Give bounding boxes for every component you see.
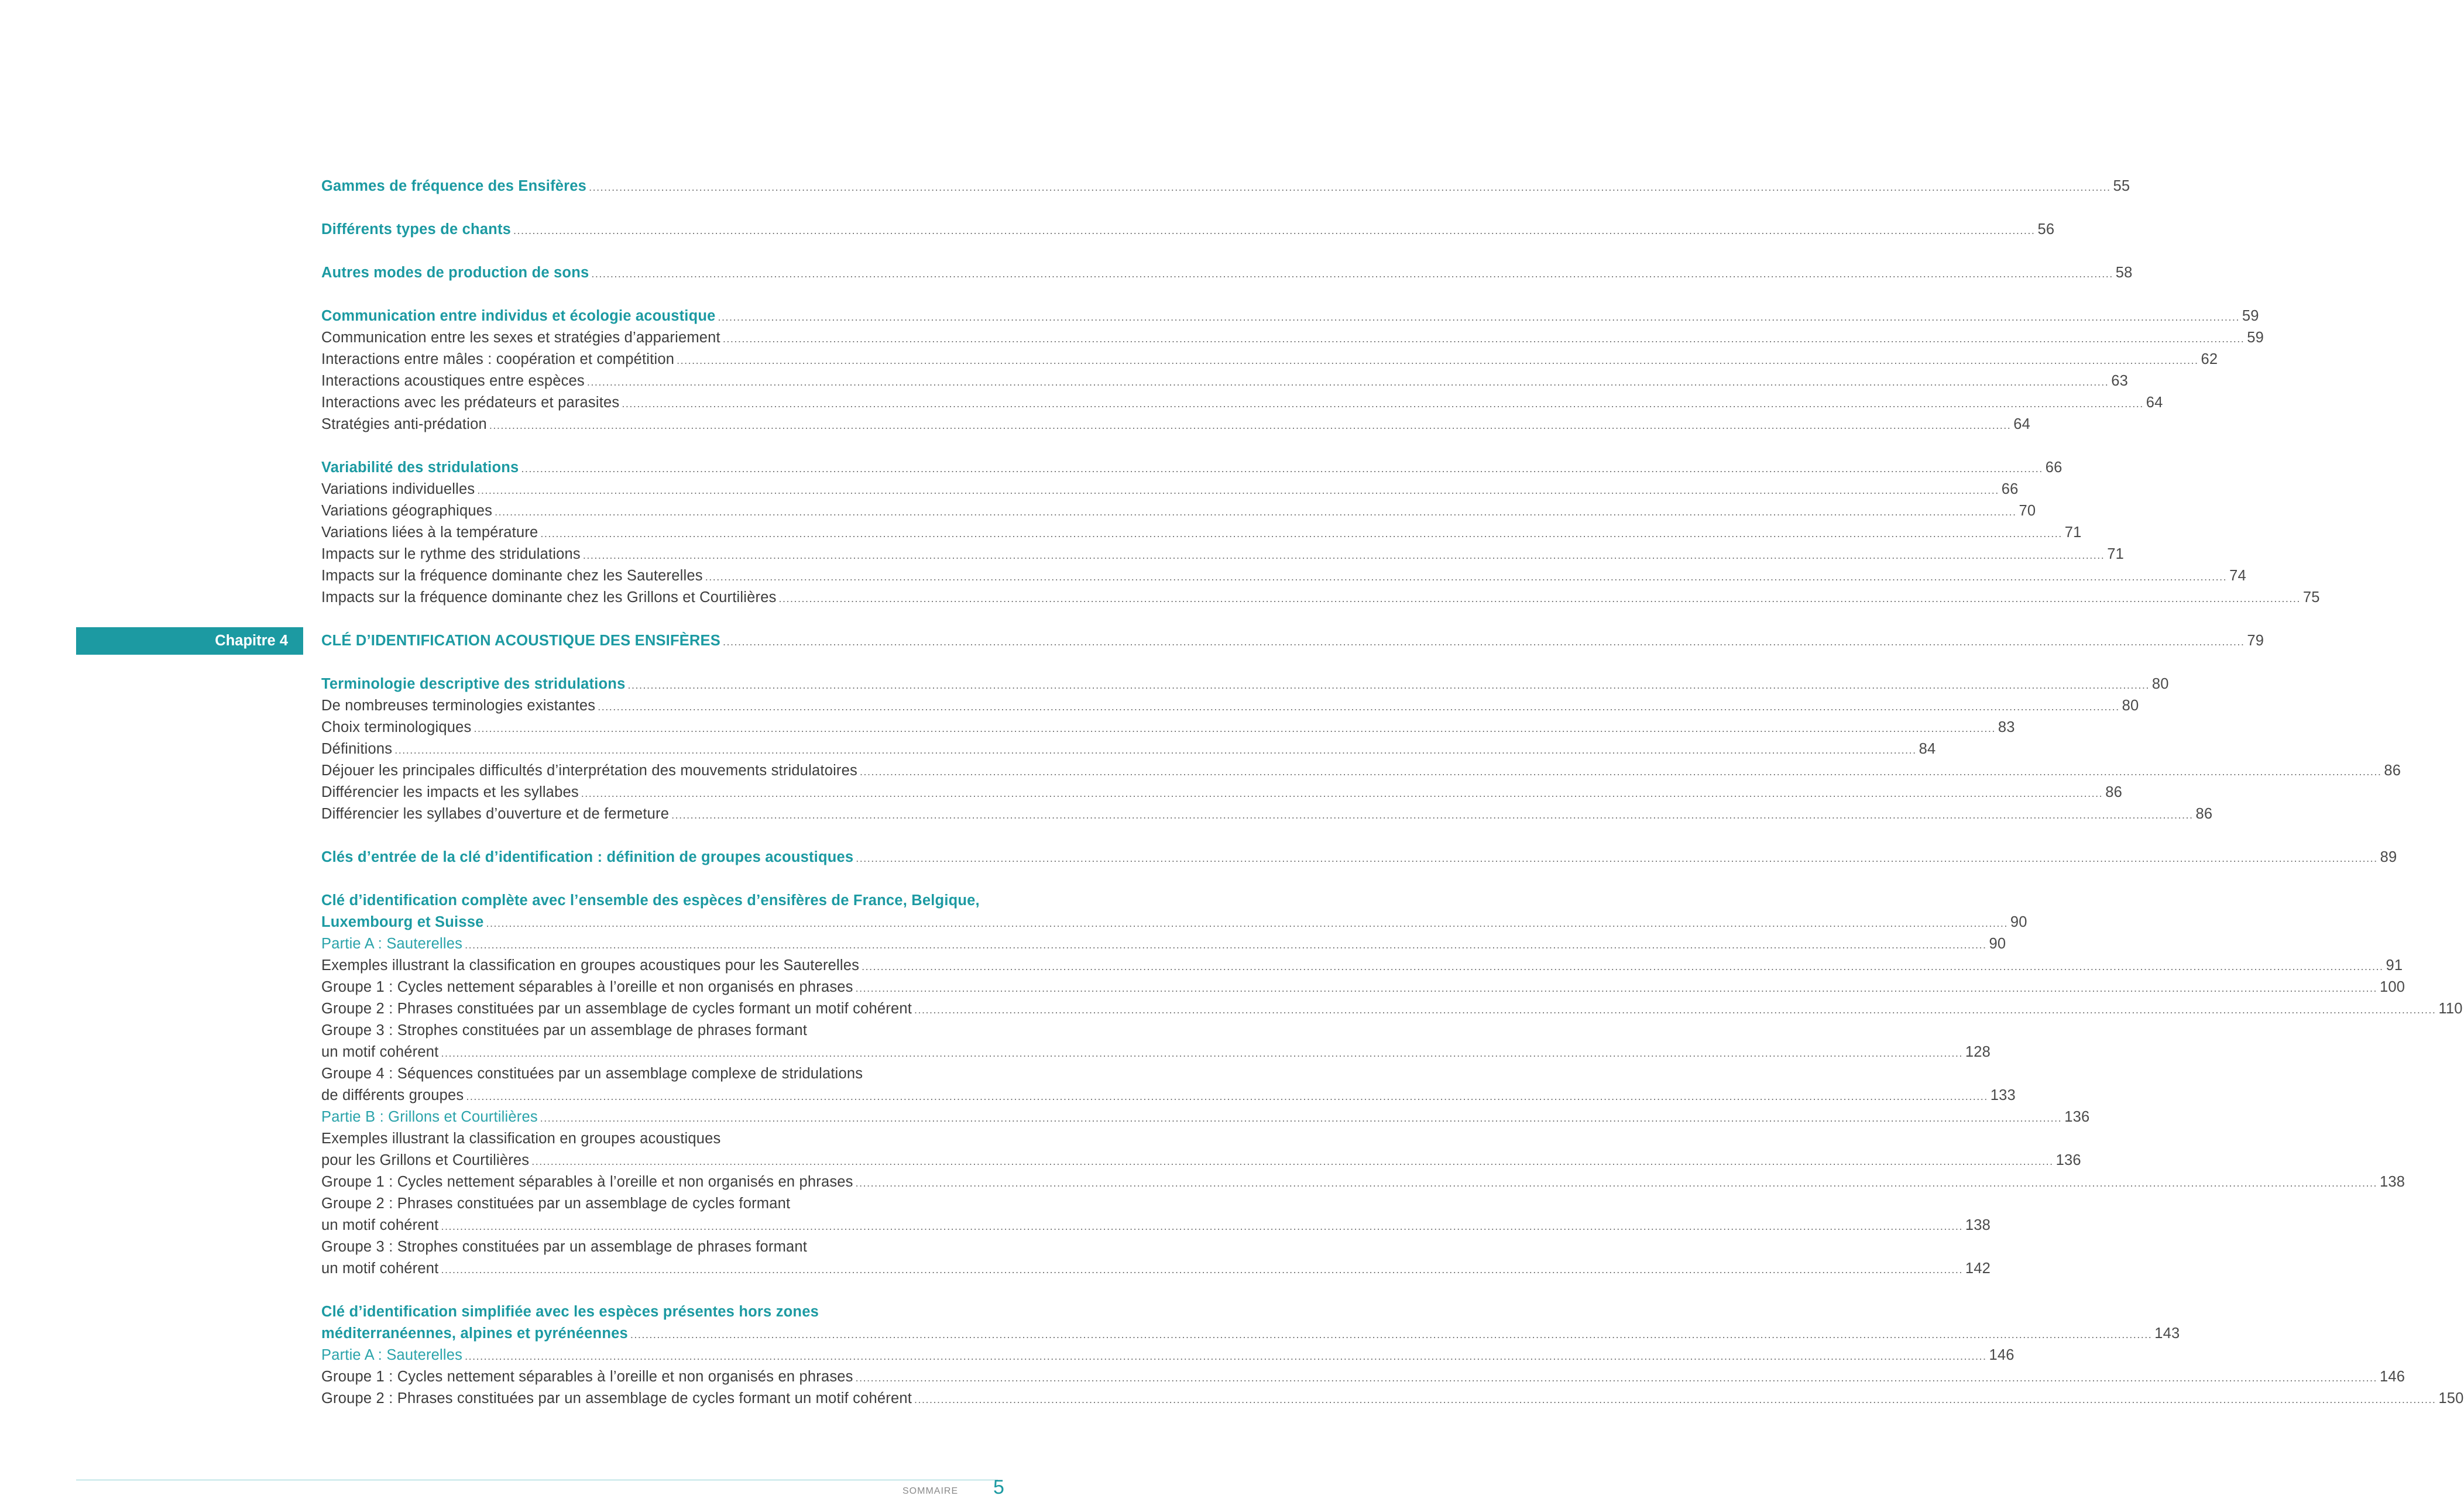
toc-entry[interactable] (321, 522, 2082, 544)
toc-page-number: 66 (2045, 459, 2063, 476)
toc-entry[interactable] (321, 1063, 994, 1085)
dot-leader: ................................................................................................................................................................................................................................................................................................................................................................................................................ (705, 571, 2228, 583)
toc-page-number: 138 (1965, 1217, 1991, 1233)
toc-entry[interactable] (321, 1128, 994, 1150)
toc-entry[interactable] (321, 1366, 2405, 1388)
toc-spacer (321, 608, 994, 630)
toc-entry[interactable] (321, 544, 2125, 565)
toc-entry[interactable] (321, 1236, 994, 1258)
toc-entry-title: Impacts sur la fréquence dominante chez les Grillons et Courtilières (321, 587, 779, 608)
toc-entry[interactable] (321, 890, 994, 912)
toc-entry-title: Stratégies anti-prédation (321, 414, 489, 435)
dot-leader: ................................................................................................................................................................................................................................................................................................................................................................................................................ (513, 225, 2036, 236)
toc-spacer (321, 240, 994, 262)
toc-page-number: 110 (2438, 1001, 2463, 1017)
toc-page-number: 64 (2013, 416, 2030, 432)
dot-leader: ................................................................................................................................................................................................................................................................................................................................................................................................................ (598, 701, 2120, 713)
toc-entry[interactable] (321, 1085, 2016, 1106)
toc-page-number: 100 (2380, 979, 2405, 995)
toc-page-number: 58 (2115, 264, 2133, 281)
toc-page-number: 86 (2105, 784, 2122, 800)
toc-entry[interactable] (321, 1323, 2180, 1345)
toc-entry-title: Terminologie descriptive des stridulations (321, 673, 627, 695)
toc-page-number: 66 (2001, 481, 2019, 497)
dot-leader: ................................................................................................................................................................................................................................................................................................................................................................................................................ (722, 333, 2245, 345)
toc-entry-title: Groupe 2 : Phrases constituées par un assemblage de cycles formant un motif cohérent (321, 998, 914, 1020)
toc-entry-title: Groupe 4 : Séquences constituées par un assemblage complexe de stridulations (321, 1063, 865, 1085)
toc-page-number: 59 (2242, 308, 2259, 324)
dot-leader: ................................................................................................................................................................................................................................................................................................................................................................................................................ (521, 463, 2043, 475)
toc-entry[interactable] (321, 933, 2006, 955)
toc-entry-title: Exemples illustrant la classification en groupes acoustiques (321, 1128, 723, 1150)
toc-page-number: 146 (2380, 1369, 2405, 1385)
toc-entry-title: De nombreuses terminologies existantes (321, 695, 598, 717)
toc-entry[interactable] (321, 219, 2055, 240)
toc-entry-title: Groupe 1 : Cycles nettement séparables à l’oreille et non organisés en phrases (321, 1366, 856, 1388)
toc-entry-title: Variations géographiques (321, 500, 495, 522)
toc-spacer (321, 435, 994, 457)
toc-page-number: 83 (1998, 719, 2015, 735)
toc-page-number: 136 (2064, 1109, 2090, 1125)
toc-entry[interactable] (321, 1106, 2090, 1128)
toc-page-number: 133 (1990, 1087, 2016, 1103)
dot-leader: ................................................................................................................................................................................................................................................................................................................................................................................................................ (473, 723, 1996, 734)
toc-entry-title: pour les Grillons et Courtilières (321, 1150, 531, 1171)
toc-entry-title: CLÉ D’IDENTIFICATION ACOUSTIQUE DES ENSIFÈRES (321, 630, 723, 652)
toc-entry-title: Autres modes de production de sons (321, 262, 591, 284)
toc-page-number: 90 (1989, 936, 2006, 952)
dot-leader: ................................................................................................................................................................................................................................................................................................................................................................................................................ (855, 1177, 2378, 1189)
toc-entry[interactable] (321, 500, 2036, 522)
dot-leader: ................................................................................................................................................................................................................................................................................................................................................................................................................ (718, 311, 2240, 323)
toc-page-number: 86 (2195, 806, 2213, 822)
dot-leader: ................................................................................................................................................................................................................................................................................................................................................................................................................ (586, 376, 2109, 388)
toc-entry-title: Interactions avec les prédateurs et parasites (321, 392, 622, 414)
toc-entry[interactable] (321, 457, 2063, 479)
toc-entry-title: Groupe 2 : Phrases constituées par un assemblage de cycles formant (321, 1193, 792, 1215)
dot-leader: ................................................................................................................................................................................................................................................................................................................................................................................................................ (671, 809, 2194, 821)
toc-entry[interactable] (321, 1150, 2081, 1171)
dot-leader: ................................................................................................................................................................................................................................................................................................................................................................................................................ (855, 982, 2378, 994)
toc-entry-title: Interactions entre mâles : coopération et compétition (321, 349, 677, 370)
toc-entry[interactable] (321, 1020, 994, 1041)
dot-leader: ................................................................................................................................................................................................................................................................................................................................................................................................................ (441, 1047, 1963, 1059)
toc-entry-title: Choix terminologiques (321, 717, 474, 738)
toc-spacer (321, 197, 994, 219)
toc-page-number: 89 (2380, 849, 2397, 865)
toc-page-number: 86 (2384, 762, 2401, 779)
toc-page-number: 128 (1965, 1044, 1991, 1060)
toc-entry-title: un motif cohérent (321, 1215, 441, 1236)
toc-page-number: 80 (2151, 676, 2169, 692)
dot-leader: ................................................................................................................................................................................................................................................................................................................................................................................................................ (540, 528, 2063, 539)
toc-entry-title: Variabilité des stridulations (321, 457, 521, 479)
dot-leader: ................................................................................................................................................................................................................................................................................................................................................................................................................ (589, 181, 2111, 193)
dot-leader: ................................................................................................................................................................................................................................................................................................................................................................................................................ (495, 506, 2017, 518)
toc-page-number: 143 (2154, 1325, 2180, 1342)
toc-entry[interactable] (321, 695, 2139, 717)
toc-page-number: 90 (2010, 914, 2027, 930)
toc-entry[interactable] (321, 587, 2320, 608)
dot-leader: ................................................................................................................................................................................................................................................................................................................................................................................................................ (914, 1394, 2436, 1405)
toc-entry[interactable] (321, 955, 2403, 977)
toc-page-number: 150 (2438, 1390, 2464, 1407)
toc-spacer (321, 284, 994, 305)
toc-page-number: 74 (2229, 568, 2246, 584)
dot-leader: ................................................................................................................................................................................................................................................................................................................................................................................................................ (914, 1004, 2436, 1016)
toc-entry-title: Communication entre les sexes et stratégies d’appariement (321, 327, 723, 349)
toc-entry-title: Clé d’identification simplifiée avec les espèces présentes hors zones (321, 1301, 821, 1323)
toc-page-number: 71 (2064, 524, 2082, 541)
dot-leader: ................................................................................................................................................................................................................................................................................................................................................................................................................ (622, 398, 2144, 410)
toc-entry-title: de différents groupes (321, 1085, 466, 1106)
toc-entry-title: Groupe 1 : Cycles nettement séparables à l’oreille et non organisés en phrases (321, 977, 856, 998)
dot-leader: ................................................................................................................................................................................................................................................................................................................................................................................................................ (627, 679, 2150, 691)
toc-entry[interactable] (321, 717, 2015, 738)
toc-entry-title: Différencier les syllabes d’ouverture et de fermeture (321, 803, 671, 825)
chapter-label: Chapitre 4 (76, 627, 303, 655)
dot-leader: ................................................................................................................................................................................................................................................................................................................................................................................................................ (591, 268, 2113, 280)
toc-entry[interactable] (321, 565, 2246, 587)
toc-page-number: 59 (2247, 329, 2264, 346)
toc-entry-title: Groupe 2 : Phrases constituées par un assemblage de cycles formant un motif cohérent (321, 1388, 914, 1409)
toc-page-number: 142 (1965, 1260, 1991, 1277)
toc-entry-title: Différents types de chants (321, 219, 513, 240)
toc-entry[interactable] (321, 392, 2163, 414)
toc-entry[interactable] (321, 1258, 1991, 1280)
dot-leader: ................................................................................................................................................................................................................................................................................................................................................................................................................ (441, 1220, 1963, 1232)
toc-entry-title: un motif cohérent (321, 1258, 441, 1280)
toc-entry-title: Exemples illustrant la classification en groupes acoustiques pour les Sauterelles (321, 955, 862, 977)
toc-entry-title: Impacts sur la fréquence dominante chez les Sauterelles (321, 565, 705, 587)
toc-entry[interactable] (321, 370, 2129, 392)
toc-page-number: 55 (2113, 178, 2130, 194)
toc-entry[interactable] (321, 673, 2169, 695)
toc-entry[interactable] (321, 847, 2397, 868)
dot-leader: ................................................................................................................................................................................................................................................................................................................................................................................................................ (677, 355, 2199, 366)
toc-page-number: 56 (2037, 221, 2055, 238)
dot-leader: ................................................................................................................................................................................................................................................................................................................................................................................................................ (722, 636, 2245, 648)
dot-leader: ................................................................................................................................................................................................................................................................................................................................................................................................................ (859, 766, 2382, 778)
toc-page-number: 146 (1989, 1347, 2015, 1363)
toc-entry-title: Déjouer les principales difficultés d’interprétation des mouvements stridulatoires (321, 760, 860, 782)
toc-entry[interactable] (321, 1193, 994, 1215)
toc-entry-title: Luxembourg et Suisse (321, 912, 486, 933)
toc-page-number: 138 (2380, 1174, 2405, 1190)
toc-page-number: 75 (2302, 589, 2320, 606)
toc-chapter-title[interactable] (321, 630, 2264, 652)
toc-entry-title: Groupe 3 : Strophes constituées par un assemblage de phrases formant (321, 1236, 809, 1258)
toc-entry-title: un motif cohérent (321, 1041, 441, 1063)
toc-entry-title: Définitions (321, 738, 394, 760)
toc-page-number: 80 (2122, 697, 2139, 714)
dot-leader: ................................................................................................................................................................................................................................................................................................................................................................................................................ (394, 744, 1917, 756)
toc-entry[interactable] (321, 977, 2405, 998)
toc-page-number: 91 (2386, 957, 2403, 974)
toc-spacer (321, 1280, 994, 1301)
dot-leader: ................................................................................................................................................................................................................................................................................................................................................................................................................ (630, 1329, 2153, 1340)
toc-entry[interactable] (321, 738, 1936, 760)
toc-spacer (321, 652, 994, 673)
toc-entry-title: Clés d’entrée de la clé d’identification : définition de groupes acoustiques (321, 847, 856, 868)
toc-entry[interactable] (321, 1388, 2464, 1409)
dot-leader: ................................................................................................................................................................................................................................................................................................................................................................................................................ (465, 939, 1987, 951)
toc-entry-title: Différencier les impacts et les syllabes (321, 782, 581, 803)
dot-leader: ................................................................................................................................................................................................................................................................................................................................................................................................................ (466, 1091, 1988, 1102)
footer-section-label: SOMMAIRE (902, 1486, 959, 1496)
toc-entry[interactable] (321, 1171, 2405, 1193)
toc-entry[interactable] (321, 782, 2122, 803)
toc-entry[interactable] (321, 479, 2019, 500)
dot-leader: ................................................................................................................................................................................................................................................................................................................................................................................................................ (581, 788, 2103, 799)
toc-page-number: 64 (2146, 394, 2163, 411)
toc-entry-title: Groupe 3 : Strophes constituées par un assemblage de phrases formant (321, 1020, 809, 1041)
toc-entry-title: méditerranéennes, alpines et pyrénéennes (321, 1323, 630, 1345)
dot-leader: ................................................................................................................................................................................................................................................................................................................................................................................................................ (486, 917, 2008, 929)
toc-entry[interactable] (321, 803, 2213, 825)
table-of-contents (321, 176, 2464, 1409)
toc-entry-title: Communication entre individus et écologie acoustique (321, 305, 718, 327)
toc-entry[interactable] (321, 760, 2401, 782)
toc-entry-title: Groupe 1 : Cycles nettement séparables à l’oreille et non organisés en phrases (321, 1171, 856, 1193)
toc-entry[interactable] (321, 912, 2027, 933)
toc-entry-title: Partie A : Sauterelles (321, 933, 465, 955)
dot-leader: ................................................................................................................................................................................................................................................................................................................................................................................................................ (441, 1264, 1963, 1275)
toc-entry[interactable] (321, 414, 2030, 435)
toc-entry[interactable] (321, 1215, 1991, 1236)
dot-leader: ................................................................................................................................................................................................................................................................................................................................................................................................................ (540, 1112, 2063, 1124)
toc-entry-title: Impacts sur le rythme des stridulations (321, 544, 583, 565)
page-number: 5 (993, 1476, 1004, 1498)
toc-spacer (321, 825, 994, 847)
toc-page-number: 70 (2019, 503, 2036, 519)
dot-leader: ................................................................................................................................................................................................................................................................................................................................................................................................................ (531, 1156, 2054, 1167)
toc-entry-title: Gammes de fréquence des Ensifères (321, 176, 589, 197)
toc-entry[interactable] (321, 1301, 994, 1323)
toc-page-number: 84 (1919, 741, 1936, 757)
toc-entry-title: Clé d’identification complète avec l’ensemble des espèces d’ensifères de France, Belgique, (321, 890, 982, 912)
toc-page-number: 62 (2201, 351, 2218, 367)
toc-entry[interactable] (321, 305, 2259, 327)
dot-leader: ................................................................................................................................................................................................................................................................................................................................................................................................................ (489, 420, 2012, 431)
dot-leader: ................................................................................................................................................................................................................................................................................................................................................................................................................ (862, 961, 2384, 972)
toc-entry[interactable] (321, 1345, 2015, 1366)
toc-entry[interactable] (321, 327, 2264, 349)
toc-page-number: 71 (2107, 546, 2125, 562)
toc-entry[interactable] (321, 176, 2130, 197)
dot-leader: ................................................................................................................................................................................................................................................................................................................................................................................................................ (778, 593, 2301, 604)
toc-entry-title: Partie B : Grillons et Courtilières (321, 1106, 540, 1128)
toc-page-number: 136 (2055, 1152, 2081, 1168)
toc-entry[interactable] (321, 998, 2463, 1020)
toc-entry[interactable] (321, 349, 2218, 370)
toc-page-number: 63 (2111, 373, 2129, 389)
toc-page-number: 79 (2247, 632, 2264, 649)
dot-leader: ................................................................................................................................................................................................................................................................................................................................................................................................................ (465, 1350, 1987, 1362)
dot-leader: ................................................................................................................................................................................................................................................................................................................................................................................................................ (477, 484, 1999, 496)
dot-leader: ................................................................................................................................................................................................................................................................................................................................................................................................................ (856, 852, 2378, 864)
dot-leader: ................................................................................................................................................................................................................................................................................................................................................................................................................ (855, 1372, 2378, 1384)
toc-entry[interactable] (321, 1041, 1991, 1063)
toc-entry-title: Interactions acoustiques entre espèces (321, 370, 587, 392)
toc-entry-title: Variations liées à la température (321, 522, 540, 544)
toc-entry-title: Partie A : Sauterelles (321, 1345, 465, 1366)
toc-entry-title: Variations individuelles (321, 479, 477, 500)
dot-leader: ................................................................................................................................................................................................................................................................................................................................................................................................................ (582, 549, 2105, 561)
toc-entry[interactable] (321, 262, 2133, 284)
toc-spacer (321, 868, 994, 890)
